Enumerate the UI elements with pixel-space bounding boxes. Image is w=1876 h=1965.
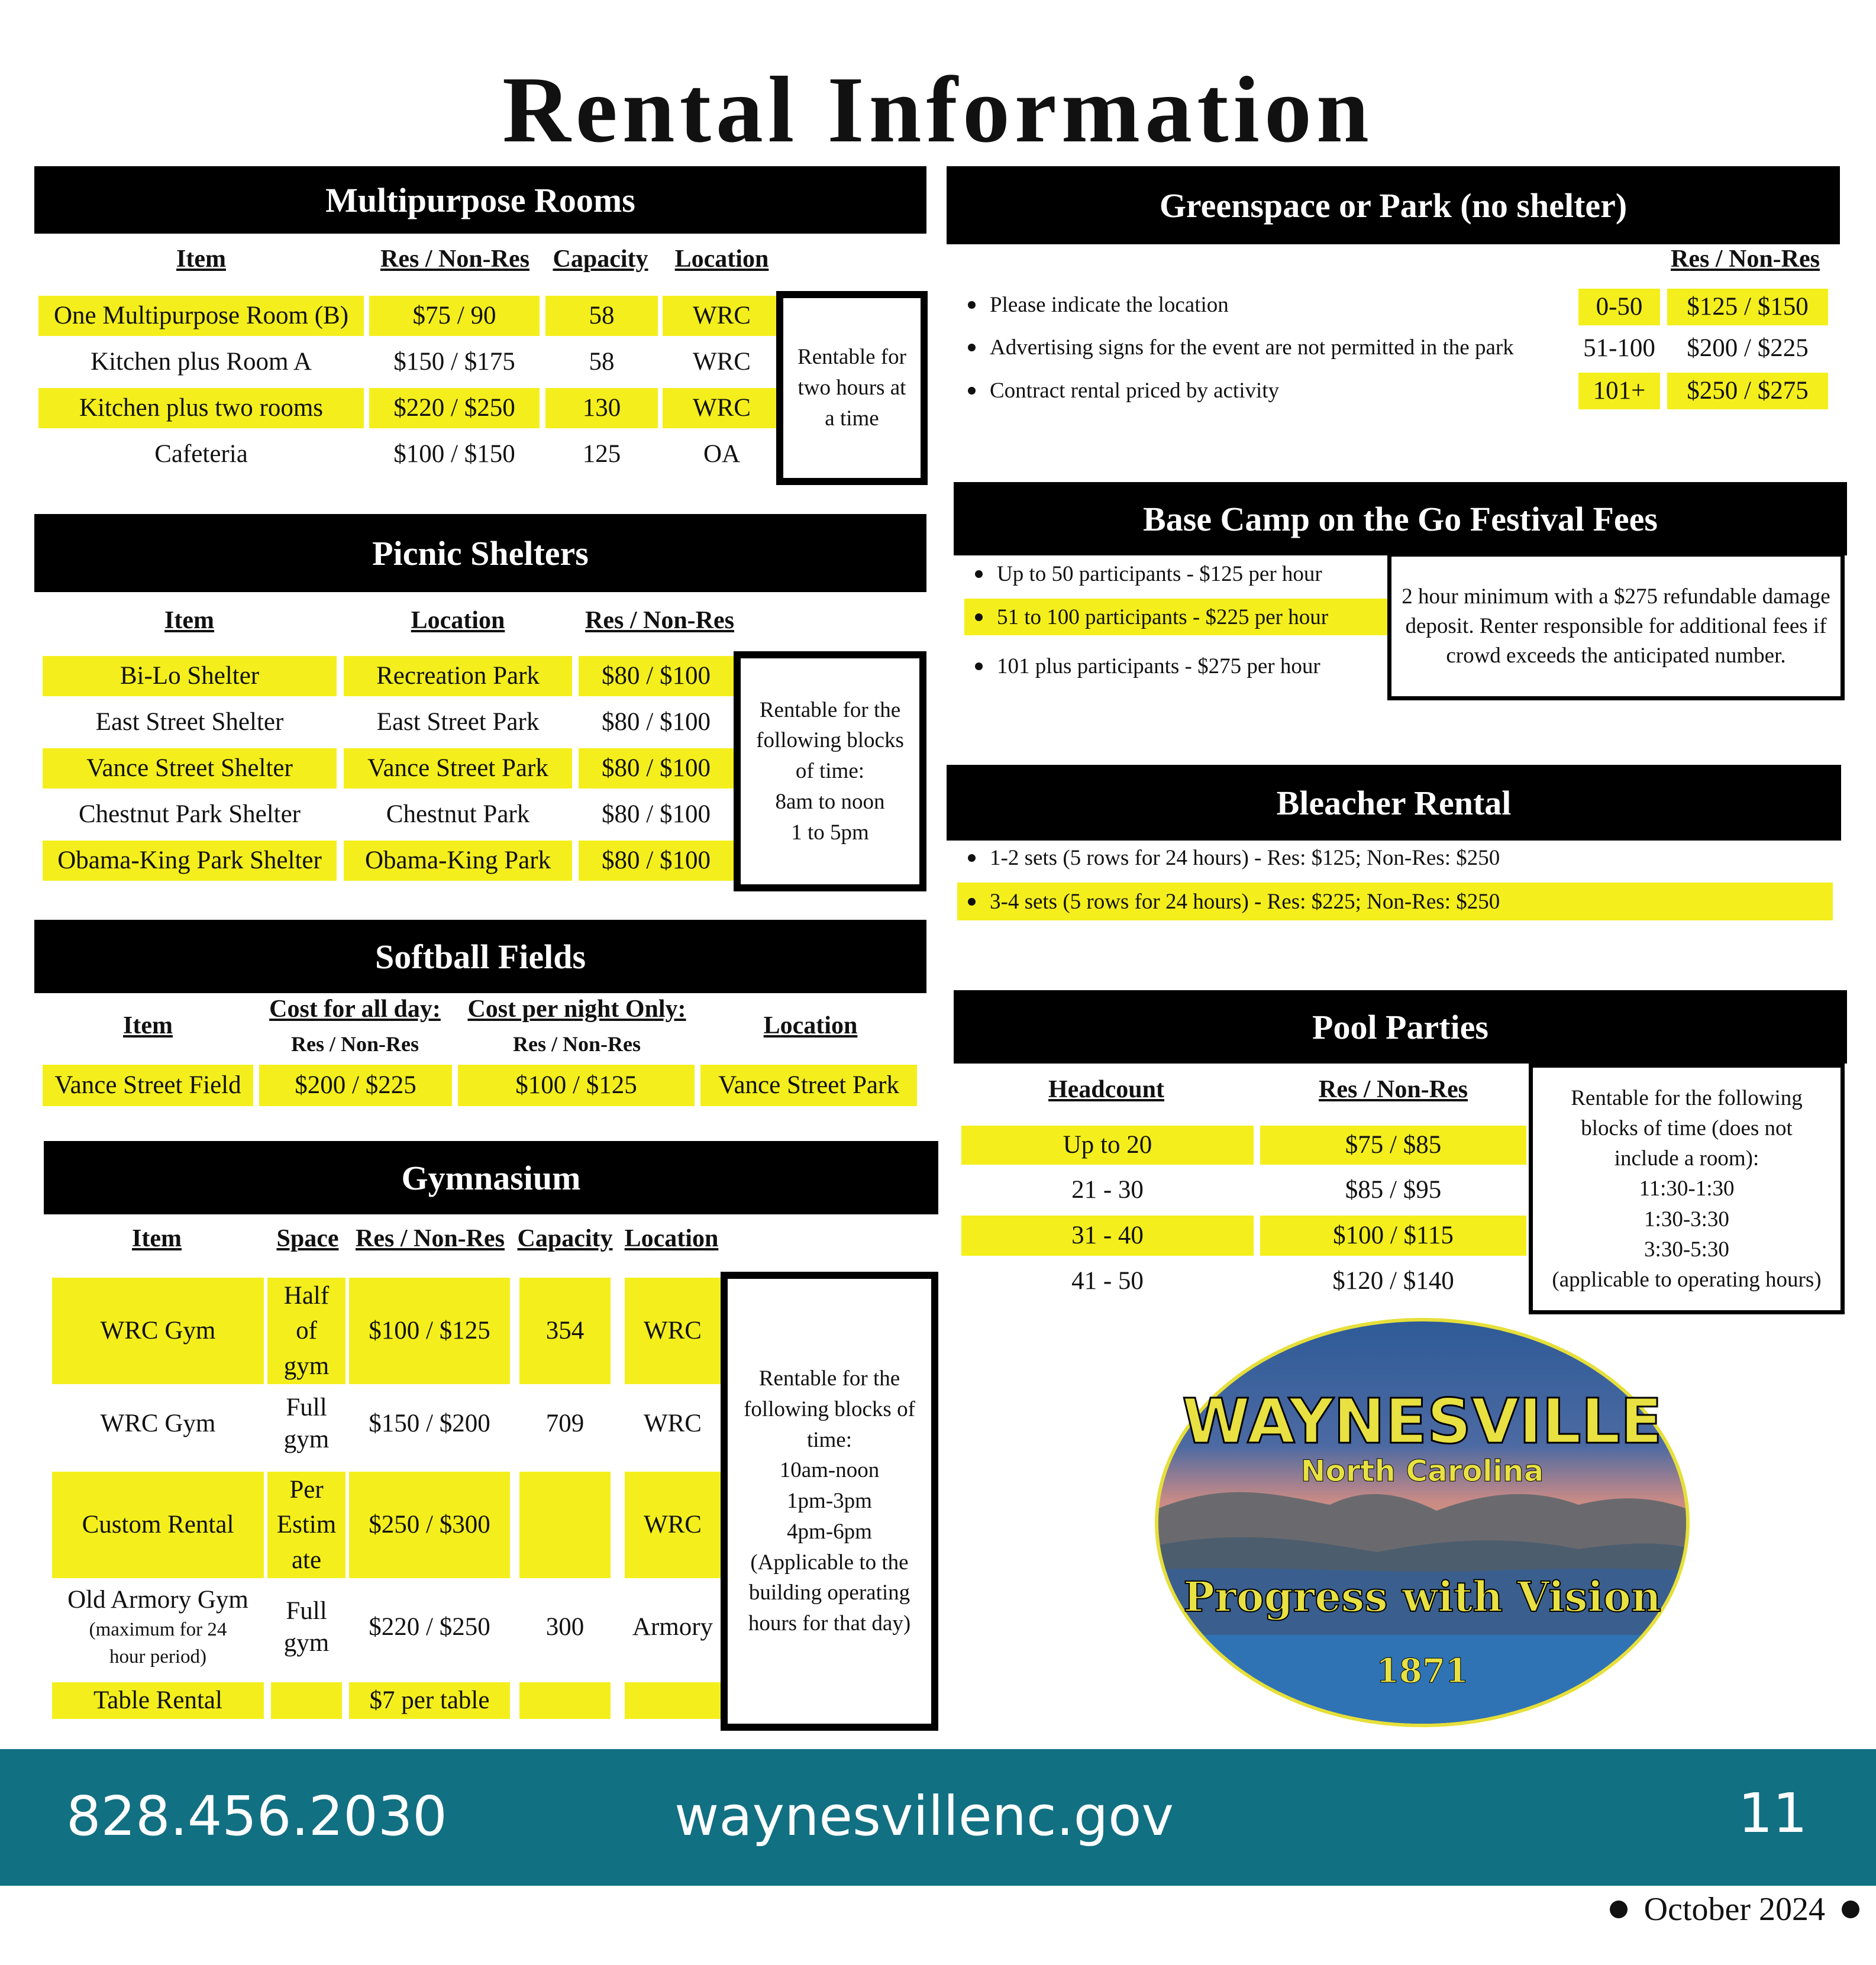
- greenspace-header-price: Res / Non-Res: [1671, 245, 1820, 273]
- gym-row-4-item-cell: [47, 1583, 269, 1672]
- gym-row-5-price: $7 per table: [349, 1682, 510, 1719]
- mp-row-4-location: OA: [703, 440, 741, 468]
- gym-header-space: Space: [276, 1225, 339, 1252]
- picnic-row-5-price: $80 / $100: [579, 841, 734, 881]
- multipurpose-heading: Multipurpose Rooms: [34, 166, 926, 234]
- pool-note-box: Rentable for the following blocks of time (does not include a room): 11:30-1:30 1:30-3:30 3:30-5:30 (applicable to operating hours): [1529, 1064, 1845, 1314]
- mp-row-2-price: $150 / $175: [393, 348, 515, 376]
- bullet-icon: [968, 387, 976, 395]
- pool-row-3-price: $100 / $115: [1260, 1216, 1526, 1256]
- gym-row-4-item-note: (maximum for 24 hour period): [89, 1618, 227, 1667]
- gym-row-1-capacity: 354: [519, 1278, 611, 1384]
- mp-row-1-price: $75 / 90: [369, 296, 540, 336]
- bleacher-bullet-1-text: 1-2 sets (5 rows for 24 hours) - Res: $125; Non-Res: $250: [990, 845, 1500, 870]
- picnic-row-3-location: Vance Street Park: [344, 748, 572, 788]
- mp-row-1-capacity: 58: [545, 296, 658, 336]
- picnic-note-box: Rentable for the following blocks of time: 8am to noon 1 to 5pm: [734, 651, 926, 891]
- footer-phone[interactable]: 828.456.2030: [66, 1785, 447, 1848]
- picnic-header-item: Item: [164, 607, 214, 634]
- bullet-icon: [968, 898, 976, 906]
- mp-row-2-capacity: 58: [589, 348, 615, 376]
- gym-row-5-capacity: [519, 1682, 611, 1719]
- pool-row-4-price: $120 / $140: [1332, 1267, 1454, 1295]
- bullet-icon: [968, 344, 976, 351]
- bullet-icon: [1610, 1901, 1628, 1918]
- mp-row-3-price: $220 / $250: [369, 388, 540, 428]
- pool-heading: Pool Parties: [954, 990, 1847, 1064]
- pool-row-2-price: $85 / $95: [1345, 1176, 1442, 1204]
- mp-row-2-location: WRC: [693, 348, 751, 376]
- pool-header-price: Res / Non-Res: [1319, 1076, 1468, 1103]
- gym-row-1-price: $100 / $125: [349, 1278, 510, 1384]
- logo-name: WAYNESVILLE: [1182, 1385, 1662, 1457]
- greenspace-bullet-3-text: Contract rental priced by activity: [990, 378, 1280, 403]
- basecamp-bullet-1-text: Up to 50 participants - $125 per hour: [997, 561, 1322, 586]
- softball-header-allday: Cost for all day:: [269, 996, 441, 1023]
- gym-row-3-price: $250 / $300: [349, 1472, 510, 1578]
- mp-header-item: Item: [176, 245, 226, 273]
- softball-row-1-item: Vance Street Field: [43, 1065, 253, 1106]
- pool-row-3-count: 31 - 40: [961, 1216, 1254, 1256]
- bleacher-heading: Bleacher Rental: [947, 765, 1841, 841]
- greenspace-heading: Greenspace or Park (no shelter): [947, 166, 1840, 244]
- gym-row-3-space: Per Estim ate: [267, 1472, 346, 1578]
- bleacher-bullet-2-text: 3-4 sets (5 rows for 24 hours) - Res: $225; Non-Res: $250: [990, 889, 1500, 914]
- logo-state: North Carolina: [1300, 1454, 1544, 1488]
- picnic-row-4-location: Chestnut Park: [386, 800, 530, 829]
- mp-row-4-item: Cafeteria: [154, 440, 248, 468]
- mp-header-capacity: Capacity: [553, 245, 648, 273]
- gym-row-1-location: WRC: [625, 1278, 721, 1384]
- greenspace-bullet-1: [957, 287, 1573, 322]
- gym-header-capacity: Capacity: [517, 1225, 613, 1252]
- gym-row-4-space: Full gym: [283, 1597, 330, 1657]
- gym-header-item: Item: [132, 1225, 182, 1252]
- pool-row-4-count: 41 - 50: [1071, 1267, 1144, 1295]
- picnic-row-3-item: Vance Street Shelter: [43, 748, 337, 788]
- gym-row-5-item: Table Rental: [52, 1682, 264, 1719]
- bullet-icon: [975, 613, 983, 621]
- gym-row-2-price: $150 / $200: [369, 1410, 490, 1438]
- bullet-icon: [968, 854, 976, 862]
- basecamp-note-box: 2 hour minimum with a $275 refundable damage deposit. Renter responsible for additional fees if crowd exceeds the anticipated number.: [1387, 552, 1845, 700]
- gym-row-4-item: Old Armory Gym: [67, 1585, 248, 1614]
- picnic-row-1-item: Bi-Lo Shelter: [43, 656, 337, 696]
- footer-date: [1593, 1886, 1876, 1933]
- gym-row-4-capacity: 300: [545, 1613, 585, 1641]
- greenspace-row-2-count: 51-100: [1583, 334, 1655, 363]
- gym-row-2-location: WRC: [644, 1410, 702, 1438]
- bullet-icon: [975, 662, 983, 670]
- gym-row-3-item: Custom Rental: [52, 1472, 264, 1578]
- mp-row-2-item: Kitchen plus Room A: [91, 348, 312, 376]
- greenspace-bullet-1-text: Please indicate the location: [990, 292, 1229, 317]
- picnic-header-price: Res / Non-Res: [585, 607, 734, 634]
- mp-row-1-location: WRC: [663, 296, 781, 336]
- softball-row-1-allday: $200 / $225: [259, 1065, 452, 1106]
- pool-row-1-price: $75 / $85: [1260, 1126, 1526, 1165]
- picnic-heading: Picnic Shelters: [34, 514, 926, 592]
- picnic-row-2-item: East Street Shelter: [95, 708, 284, 736]
- gym-row-4-location: Armory: [632, 1613, 713, 1641]
- greenspace-bullet-2: [957, 329, 1573, 365]
- gym-row-2-capacity: 709: [545, 1410, 585, 1438]
- gym-header-location: Location: [624, 1225, 719, 1252]
- gym-note-box: Rentable for the following blocks of time: 10am-noon 1pm-3pm 4pm-6pm (Applicable to the building operating hours for that day): [721, 1272, 938, 1731]
- logo-motto: Progress with Vision: [1183, 1572, 1661, 1621]
- footer-page-number: 11: [1738, 1782, 1808, 1845]
- bullet-icon: [975, 570, 983, 578]
- bullet-icon: [968, 301, 976, 309]
- basecamp-bullet-2-text: 51 to 100 participants - $225 per hour: [997, 605, 1329, 629]
- gym-row-3-capacity: [519, 1472, 611, 1578]
- greenspace-row-2-price: $200 / $225: [1687, 334, 1809, 363]
- gym-row-5-location: [625, 1682, 721, 1719]
- picnic-row-4-price: $80 / $100: [602, 800, 711, 829]
- gym-heading: Gymnasium: [44, 1141, 938, 1214]
- gym-header-price: Res / Non-Res: [356, 1225, 505, 1252]
- greenspace-row-1-count: 0-50: [1578, 289, 1660, 325]
- greenspace-row-3-count: 101+: [1578, 373, 1660, 409]
- picnic-row-1-price: $80 / $100: [579, 656, 734, 696]
- softball-row-1-night: $100 / $125: [458, 1065, 695, 1106]
- mp-row-1-item: One Multipurpose Room (B): [38, 296, 364, 336]
- picnic-row-4-item: Chestnut Park Shelter: [78, 800, 301, 829]
- footer-date-text: October 2024: [1643, 1891, 1825, 1928]
- mp-row-4-capacity: 125: [582, 440, 621, 468]
- basecamp-bullet-1: [964, 556, 1390, 592]
- greenspace-row-1-price: $125 / $150: [1667, 289, 1828, 325]
- softball-row-1-location: Vance Street Park: [700, 1065, 917, 1106]
- pool-header-headcount: Headcount: [1048, 1076, 1164, 1103]
- basecamp-heading: Base Camp on the Go Festival Fees: [954, 482, 1847, 555]
- waynesville-logo: [1152, 1316, 1692, 1730]
- pool-row-1-count: Up to 20: [961, 1126, 1254, 1165]
- gym-row-1-space: Half of gym: [267, 1278, 346, 1384]
- picnic-row-2-price: $80 / $100: [602, 708, 711, 736]
- gym-row-5-space: [271, 1682, 342, 1719]
- softball-header-night: Cost per night Only:: [467, 996, 686, 1023]
- basecamp-bullet-2: [964, 599, 1390, 635]
- bleacher-bullet-2: [957, 883, 1833, 920]
- gym-row-4-price: $220 / $250: [369, 1613, 490, 1641]
- mp-note-box: Rentable for two hours at a time: [776, 291, 928, 485]
- picnic-row-5-item: Obama-King Park Shelter: [43, 841, 337, 881]
- mp-header-price: Res / Non-Res: [380, 245, 529, 273]
- picnic-row-2-location: East Street Park: [376, 708, 540, 736]
- basecamp-bullet-3-text: 101 plus participants - $275 per hour: [997, 654, 1320, 678]
- picnic-row-3-price: $80 / $100: [579, 748, 734, 788]
- mp-row-4-price: $100 / $150: [393, 440, 515, 468]
- picnic-row-1-location: Recreation Park: [344, 656, 572, 696]
- greenspace-row-3-price: $250 / $275: [1667, 373, 1828, 409]
- footer-website-link[interactable]: waynesvillenc.gov: [674, 1785, 1174, 1848]
- greenspace-bullet-3: [957, 373, 1573, 408]
- gym-row-2-space: Full gym: [283, 1394, 330, 1453]
- mp-row-3-item: Kitchen plus two rooms: [38, 388, 364, 428]
- mp-row-3-capacity: 130: [545, 388, 658, 428]
- picnic-header-location: Location: [411, 607, 505, 634]
- softball-header-item: Item: [123, 1012, 173, 1039]
- pool-row-2-count: 21 - 30: [1071, 1176, 1144, 1204]
- mp-header-location: Location: [674, 245, 769, 273]
- picnic-row-5-location: Obama-King Park: [344, 841, 572, 881]
- softball-heading: Softball Fields: [34, 920, 926, 993]
- greenspace-bullet-2-text: Advertising signs for the event are not permitted in the park: [990, 335, 1514, 360]
- page-title: Rental Information: [502, 57, 1374, 162]
- gym-row-1-item: WRC Gym: [52, 1278, 264, 1384]
- softball-subheader-allday: Res / Non-Res: [291, 1032, 419, 1056]
- mp-row-3-location: WRC: [663, 388, 781, 428]
- bleacher-bullet-1: [957, 840, 1833, 875]
- gym-row-3-location: WRC: [625, 1472, 721, 1578]
- basecamp-bullet-3: [964, 648, 1390, 684]
- logo-year: 1871: [1376, 1651, 1468, 1691]
- bullet-icon: [1842, 1901, 1859, 1918]
- softball-subheader-night: Res / Non-Res: [513, 1032, 641, 1056]
- gym-row-2-item: WRC Gym: [100, 1410, 216, 1438]
- softball-header-location: Location: [763, 1012, 858, 1039]
